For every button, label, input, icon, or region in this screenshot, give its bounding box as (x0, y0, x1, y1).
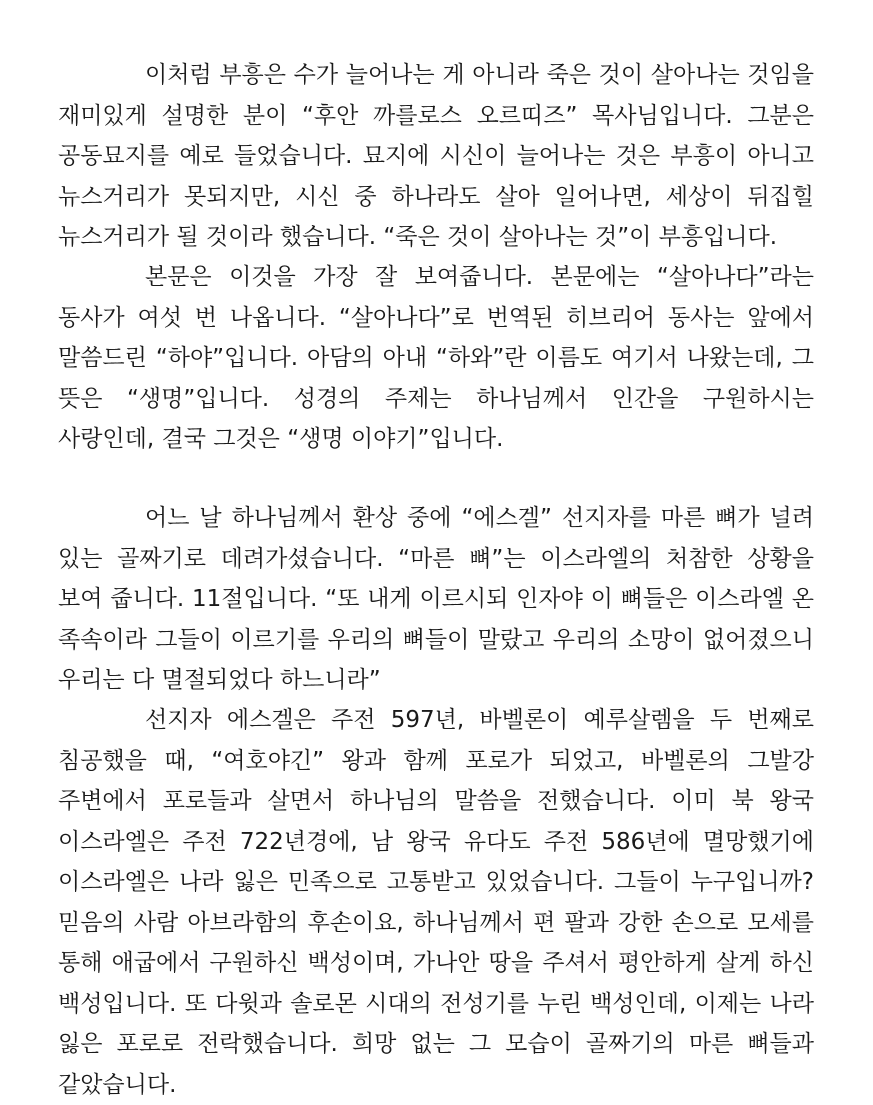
paragraph-4: 선지자 에스겔은 주전 597년, 바벨론이 예루살렘을 두 번째로 침공했을 때, “여호야긴” 왕과 함께 포로가 되었고, 바벨론의 그발강 주변에서 포로들과 살면서 하나님의 말씀을 전했습니다. 이미 북 왕국 이스라엘은 주전 722년경에, 남 왕국 유다도 주전 586년에 멸망했기에 이스라엘은 나라 잃은 민족으로 고통받고 있었습니다. 그들이 누구입니까? 믿음의 사람 아브라함의 후손이요, 하나님께서 편 팔과 강한 손으로 모세를 통해 애굽에서 구원하신 백성이며, 가나안 땅을 주셔서 평안하게 살게 하신 백성입니다. 또 다윗과 솔로몬 시대의 전성기를 누린 백성인데, 이제는 나라 잃은 포로로 전락했습니다. 희망 없는 그 모습이 골짜기의 마른 뼈들과 같았습니다. (58, 707, 814, 1098)
paragraph-3: 어느 날 하나님께서 환상 중에 “에스겔” 선지자를 마른 뼈가 널려 있는 골짜기로 데려가셨습니다. “마른 뼈”는 이스라엘의 처참한 상황을 보여 줍니다. 11절입니다. “또 내게 이르시되 인자야 이 뼈들은 이스라엘 온 족속이라 그들이 이르기를 우리의 뼈들이 말랐고 우리의 소망이 없어졌으니 우리는 다 멸절되었다 하느니라” (58, 505, 814, 693)
paragraph-1: 이처럼 부흥은 수가 늘어나는 게 아니라 죽은 것이 살아나는 것임을 재미있게 설명한 분이 “후안 까를로스 오르띠즈” 목사님입니다. 그분은 공동묘지를 예로 들었습니다. 묘지에 시신이 늘어나는 것은 부흥이 아니고 뉴스거리가 못되지만, 시신 중 하나라도 살아 일어나면, 세상이 뒤집힐 뉴스거리가 될 것이라 했습니다. “죽은 것이 살아나는 것”이 부흥입니다. (58, 62, 814, 250)
paragraph-2: 본문은 이것을 가장 잘 보여줍니다. 본문에는 “살아나다”라는 동사가 여섯 번 나옵니다. “살아나다”로 번역된 히브리어 동사는 앞에서 말씀드린 “하야”입니다. 아담의 아내 “하와”란 이름도 여기서 나왔는데, 그 뜻은 “생명”입니다. 성경의 주제는 하나님께서 인간을 구원하시는 사랑인데, 결국 그것은 “생명 이야기”입니다. (58, 264, 814, 452)
